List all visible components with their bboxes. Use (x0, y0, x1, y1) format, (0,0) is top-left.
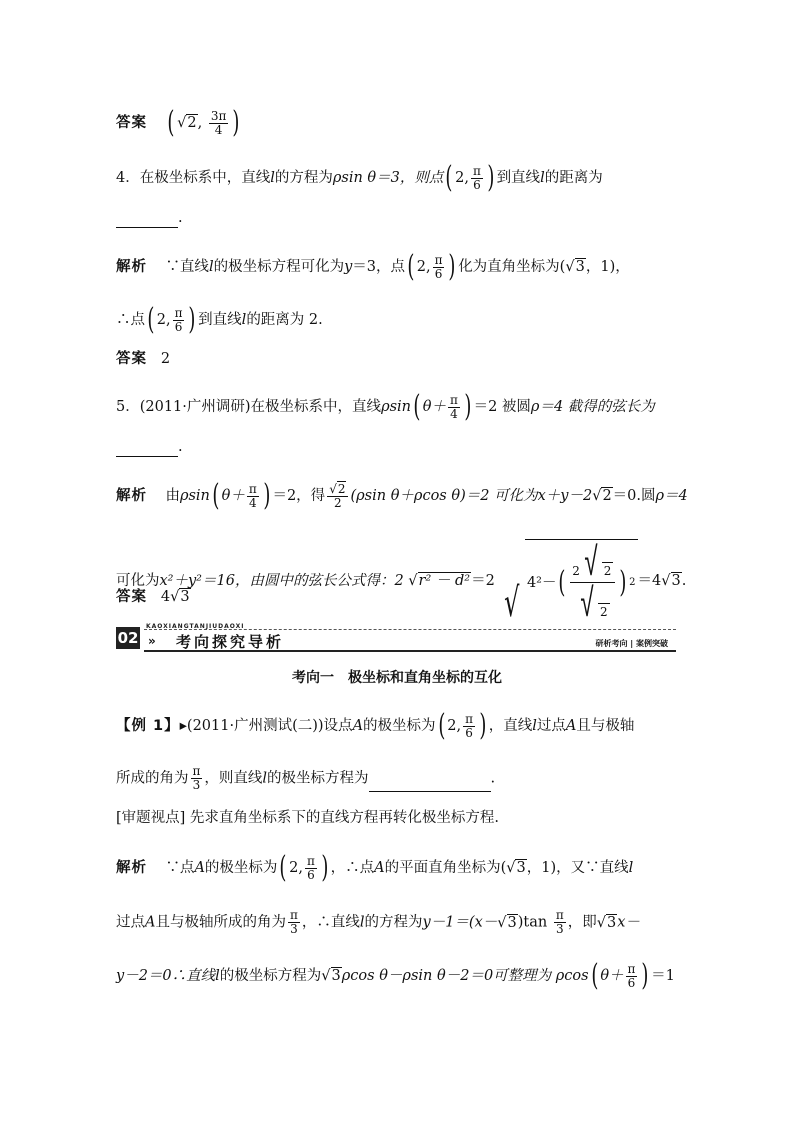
solution-5-line-1: 解析 由ρsin( θ＋ $\frac{\pi}{4}$ ) ＝2，得 $\frac{√2}{2}$ (ρsin θ＋ρcos θ)＝2 可化为x＋y－2√2＝0.圆ρ＝4 (116, 478, 688, 513)
section-banner (116, 621, 676, 653)
triangle-icon: ▸ (179, 718, 187, 734)
banner-subtitle: 研析考向 | 案例突破 (595, 639, 668, 648)
question-4: 4．在极坐标系中，直线l的方程为ρsin θ＝3，则点( 2, $\frac{\pi}{6}$ ) 到直线l的距离为 (116, 160, 603, 195)
example-1-line-1: 【例 1】▸(2011·广州测试(二))设点A的极坐标为( 2, $\frac{\pi}{6}$ ) ，直线l过点A且与极轴 (116, 708, 635, 743)
double-chevron-icon: » (148, 634, 156, 648)
solution-4-line-2: ∴点( 2, $\frac{\pi}{6}$ ) 到直线l的距离为 2. (116, 302, 323, 337)
solution-1-line-2: 过点A且与极轴所成的角为 $\frac{\pi}{3}$ ，∴直线l的方程为y－1＝(x－√3)tan $\frac{\pi}{3}$ ，即√3x－ (116, 908, 640, 936)
banner-title: 考向探究导析 (176, 633, 285, 651)
large-radical: √ 4²－ ( $\frac{2 √ 2}{√ 2}$ ) 2 (504, 539, 636, 626)
fraction-3pi-4: $\frac{3\pi}{4}$ (210, 108, 227, 137)
question-5-blank: . (116, 437, 183, 457)
answer-4: 答案 2 (116, 351, 171, 367)
question-4-blank: . (116, 208, 183, 228)
solution-1-line-1: 解析 ∵点A的极坐标为( 2, $\frac{\pi}{6}$ ) ，∴点A的平面直角坐标为(√3，1)，又∵直线l (116, 850, 634, 885)
answer-blank[interactable] (116, 440, 178, 457)
sqrt-2: √2 (177, 115, 197, 131)
banner-number-badge: 02 (117, 629, 139, 647)
answer-3: 答案 ( √2, $\frac{3\pi}{4}$ ) (116, 105, 240, 140)
banner-rule (144, 650, 676, 652)
answer-5: 答案 4√3 (116, 589, 190, 605)
answer-label: 答案 (116, 115, 147, 131)
solution-4-line-1: 解析 ∵直线l的极坐标方程可化为y＝3，点( 2, $\frac{\pi}{6}$ ) 化为直角坐标为(√3，1)， (116, 249, 630, 284)
example-1-line-2: 所成的角为 $\frac{\pi}{3}$ ，则直线l的极坐标方程为 . (116, 764, 496, 792)
answer-blank[interactable] (369, 775, 491, 792)
solution-label: 解析 (116, 259, 147, 275)
question-5: 5．(2011·广州调研)在极坐标系中，直线ρsin( θ＋ $\frac{\pi}{4}$ ) ＝2 被圆ρ＝4 截得的弦长为 (116, 389, 655, 424)
banner-pinyin: KAOXIANGTANJIUDAOXI (146, 623, 245, 630)
answer-blank[interactable] (116, 211, 178, 228)
solution-5-line-2: 可化为x²＋y²＝16，由圆中的弦长公式得：2 √r² － d²＝2 √ 4²－ ( $\frac{2 √ 2}{√ 2}$ ) 2 ＝4√3. (116, 539, 687, 626)
solution-1-line-3: y－2＝0∴直线l的极坐标方程为√3ρcos θ－ρsin θ－2＝0可整理为 ρcos( θ＋ $\frac{\pi}{6}$ ) ＝1 (116, 958, 675, 993)
section-title: 考向一 极坐标和直角坐标的互化 (292, 670, 502, 686)
audit-viewpoint: [审题视点] 先求直角坐标系下的直线方程再转化极坐标方程. (116, 810, 500, 826)
